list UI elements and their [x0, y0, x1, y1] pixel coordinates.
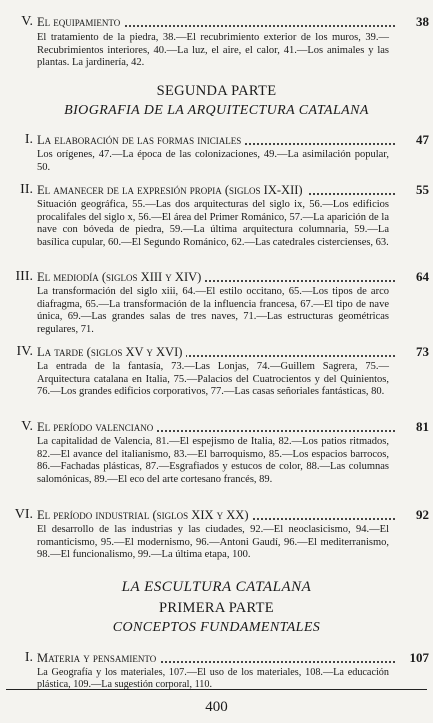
page-number: 47 — [416, 132, 429, 147]
folio-page-number: 400 — [205, 699, 228, 715]
section-heading: LA ESCULTURA CATALANA — [121, 579, 312, 595]
chapter-number: IV. — [16, 344, 33, 359]
page-number: 55 — [416, 182, 429, 197]
chapter-number: V. — [21, 419, 33, 434]
chapter-title: La elaboración de las formas iniciales — [37, 132, 395, 148]
page-number: 81 — [416, 419, 429, 434]
chapter-contents: El tratamiento de la piedra, 38.—El recubrimiento exterior de los muros, 39.—Recubrimientos interiores, 40.—La luz, el aire, el calor, 41.—Los animales y las plantas. La jardinería, 42. — [37, 32, 389, 69]
chapter-title: El equipamiento — [37, 14, 395, 30]
page-number: 73 — [416, 344, 429, 359]
part-heading: PRIMERA PARTE — [159, 600, 274, 616]
chapter-number: VI. — [14, 507, 33, 522]
footer-rule — [6, 689, 427, 690]
chapter-title: Materia y pensamiento — [37, 650, 395, 666]
chapter-title: La tarde (siglos XV y XVI) — [37, 344, 395, 360]
chapter-contents: El desarrollo de las industrias y las ciudades, 92.—El neoclasicismo, 94.—El romanticismo, 95.—El modernismo, 96.—Antoni Gaudí, 96.—El mediterranismo, 98.—El funcionalismo, 99.—La última etapa, 100. — [37, 524, 389, 561]
chapter-contents: Los orígenes, 47.—La época de las colonizaciones, 49.—La asimilación popular, 50. — [37, 149, 389, 173]
chapter-title: El período industrial (siglos XIX y XX) — [37, 507, 395, 523]
chapter-number: III. — [15, 269, 33, 284]
section-heading: CONCEPTOS FUNDAMENTALES — [112, 620, 321, 635]
section-heading: BIOGRAFIA DE LA ARQUITECTURA CATALANA — [64, 103, 369, 118]
chapter-contents: La Geografía y los materiales, 107.—El uso de los materiales, 108.—La educación plástica, 109.—La sugestión corporal, 110. — [37, 667, 389, 691]
chapter-number: I. — [24, 132, 33, 147]
chapter-number: II. — [20, 182, 33, 197]
chapter-contents: Situación geográfica, 55.—Las dos arquitecturas del siglo ix, 56.—Los edificios procalifales del siglo x, 56.—El área del Primer Románico, 57.—La aparición de la nave con bóveda de piedra, 59.—La última arquitectura columnaria, 59.—La basílica cupular, 60.—El Segundo Románico, 62.—Las catedrales cistercienses, 63. — [37, 199, 389, 248]
part-heading: SEGUNDA PARTE — [156, 83, 277, 99]
chapter-title: El amanecer de la expresión propia (siglos IX-XII) — [37, 182, 395, 198]
page-number: 64 — [416, 269, 429, 284]
chapter-contents: La capitalidad de Valencia, 81.—El espejismo de Italia, 82.—Los patios ritmados, 82.—El avance del italianismo, 83.—El barroquismo, 85.—Los espacios barrocos, 86.—Fachadas plásticas, 87.—Esgrafiados y estucos de color, 88.—Las columnas salomónicas, 89.—El eco del arte cortesano francés, 89. — [37, 436, 389, 485]
page-number: 38 — [416, 14, 429, 29]
chapter-number: I. — [24, 650, 33, 665]
page-number: 107 — [409, 650, 429, 665]
chapter-contents: La entrada de la fantasía, 73.—Las Lonjas, 74.—Guillem Sagrera, 75.—Arquitectura catalana en Italia, 75.—Palacios del Cuatrocientos y del Quinientos, 76.—Los grandes edificios corporativos, 77.—Las casas señoriales fantásticas, 80. — [37, 361, 389, 398]
chapter-contents: La transformación del siglo xiii, 64.—El estilo occitano, 65.—Los tipos de arco diafragma, 65.—La transformación de la influencia francesa, 67.—El tipo de nave única, 69.—Las grandes salas de tres naves, 71.—Las estructuras geométricas regulares, 71. — [37, 286, 389, 335]
page-number: 92 — [416, 507, 429, 522]
chapter-title: El mediodía (siglos XIII y XIV) — [37, 269, 395, 285]
chapter-number: V. — [21, 14, 33, 29]
chapter-title: El período valenciano — [37, 419, 395, 435]
